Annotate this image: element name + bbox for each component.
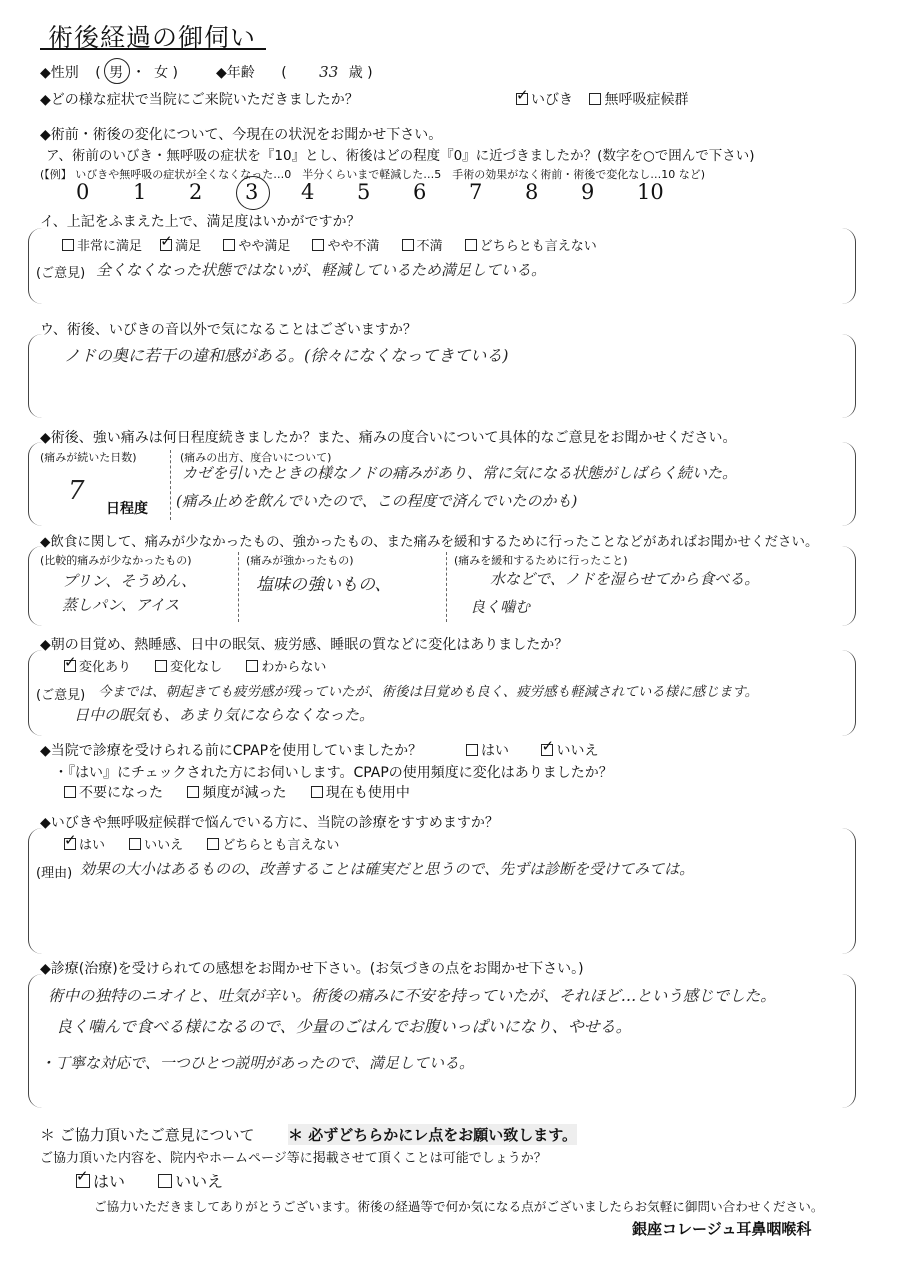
option-cpap-no[interactable]: ✓ いいえ (541, 743, 598, 759)
q6-sub-options (64, 782, 410, 802)
food-col3-answer-1[interactable]: 水などで、ノドを湿らせてから食べる。 (490, 570, 760, 588)
option-recommend-yes[interactable]: ✓はい (64, 838, 105, 853)
food-col3-label: (痛みを緩和するために行ったこと) (454, 554, 628, 567)
option-publish-yes[interactable]: ✓はい (76, 1172, 125, 1191)
page-title: 術後経過の御伺い (48, 23, 257, 52)
footer-options (76, 1169, 223, 1192)
impression-answer-2[interactable]: 良く噛んで食べる様になるので、少量のごはんでお腹いっぱいになり、やせる。 (56, 1017, 632, 1036)
divider (170, 450, 171, 520)
pain-degree-label: (痛みの出方、度合いについて) (180, 451, 332, 464)
scale-5[interactable]: 5 (357, 180, 371, 204)
option-neither[interactable]: どちらとも言えない (465, 239, 597, 254)
q2-text: ◆術前・術後の変化について、今現在の状況をお聞かせ下さい。 (40, 127, 443, 143)
q4-text: ◆飲食に関して、痛みが少なかったもの、強かったもの、また痛みを緩和するために行ったことなどがあればお聞かせください。 (40, 534, 819, 550)
checkbox[interactable] (312, 239, 324, 251)
option-very-satisfied[interactable]: 非常に満足 (62, 239, 142, 254)
option-recommend-no[interactable]: いいえ (129, 838, 183, 853)
q6-sub: ・『はい』にチェックされた方にお伺いします。CPAPの使用頻度に変化はありましたか？ (54, 765, 613, 781)
sleep-opinion-label: (ご意見) (36, 688, 86, 703)
q2-example: (【例】 いびきや無呼吸の症状が全くなくなった…0 半分くらいまで軽減した…5 手術の効果がなく術前・術後で変化なし…10 など) (40, 168, 706, 181)
opinion-answer[interactable]: 全くなくなった状態ではないが、軽減しているため満足している。 (96, 261, 547, 279)
checkbox[interactable] (129, 838, 141, 850)
gender-row: ◆性別 ( 男 ・ 女 ) (40, 62, 178, 82)
checkbox[interactable] (589, 93, 601, 105)
q1-options (516, 89, 688, 109)
scale-7[interactable]: 7 (469, 180, 483, 204)
scale-0[interactable]: 0 (76, 180, 90, 204)
food-col3-answer-2[interactable]: 良く噛む (470, 598, 531, 616)
divider (238, 552, 239, 622)
option-less-frequent[interactable]: 頻度が減った (187, 785, 286, 801)
impression-answer-1[interactable]: 術中の独特のニオイと、吐気が辛い。術後の痛みに不安を持っていたが、それほど…という感じでした。 (48, 987, 776, 1005)
checkbox[interactable] (187, 786, 199, 798)
satisfaction-options (62, 235, 597, 254)
q6-options (466, 740, 598, 760)
scale-8[interactable]: 8 (525, 180, 539, 204)
q1-option-snoring[interactable]: ✓ いびき (516, 92, 573, 108)
food-col1-answer-1[interactable]: プリン、そうめん、 (62, 572, 197, 590)
footer-heading-1: ＊ ご協力頂いたご意見について (40, 1126, 255, 1144)
age-row: ◆年齢 ( 33 歳 ) (216, 63, 373, 81)
food-col1-label: (比較的痛みが少なかったもの) (40, 554, 192, 567)
option-dissatisfied[interactable]: 不満 (402, 239, 443, 254)
q2-sub-a: ア、術前のいびき・無呼吸の症状を『10』とし、術後はどの程度『0』に近づきましたか？(数字を○で囲んで下さい) (46, 148, 755, 164)
sleep-answer-1[interactable]: 今までは、朝起きても疲労感が残っていたが、術後は目覚めも良く、疲労感も軽減されている様に感じます。 (98, 684, 759, 700)
option-recommend-neither[interactable]: どちらとも言えない (207, 838, 339, 853)
q2-sub-u: ウ、術後、いびきの音以外で気になることはございますか？ (40, 322, 417, 338)
age-value[interactable]: 33 (319, 63, 339, 81)
checkbox[interactable] (64, 786, 76, 798)
option-somewhat-satisfied[interactable]: やや満足 (223, 239, 290, 254)
scale-10[interactable]: 10 (637, 180, 664, 204)
checkbox[interactable] (466, 744, 478, 756)
age-unit: 歳 (348, 65, 363, 81)
gender-label: ◆性別 (40, 65, 79, 81)
q7-options (64, 834, 339, 853)
age-label: ◆年齢 (216, 65, 255, 81)
option-unknown[interactable]: わからない (246, 660, 326, 675)
footer-question: ご協力頂いた内容を、院内やホームページ等に掲載させて頂くことは可能でしょうか？ (40, 1151, 547, 1166)
option-publish-no[interactable]: いいえ (158, 1172, 223, 1191)
pain-box (28, 442, 856, 526)
selected-circle (104, 58, 130, 84)
checkbox-checked[interactable] (64, 660, 76, 672)
pain-days-value[interactable]: 7 (68, 476, 85, 506)
option-somewhat-dissatisfied[interactable]: やや不満 (312, 239, 379, 254)
q7-text: ◆いびきや無呼吸症候群で悩んでいる方に、当院の診療をすすめますか？ (40, 815, 499, 831)
pain-days-label: (痛みが続いた日数) (40, 451, 137, 464)
pain-answer-1[interactable]: カゼを引いたときの様なノドの痛みがあり、常に気になる状態がしばらく続いた。 (182, 464, 738, 482)
scale-4[interactable]: 4 (301, 180, 315, 204)
opinion-label: (ご意見) (36, 266, 86, 281)
checkbox-checked[interactable] (64, 838, 76, 850)
option-still-using[interactable]: 現在も使用中 (311, 785, 410, 801)
reason-answer[interactable]: 効果の大小はあるものの、改善することは確実だと思うので、先ずは診断を受けてみては。 (80, 860, 695, 878)
q1-option-apnea[interactable]: 無呼吸症候群 (589, 92, 688, 108)
scale-2[interactable]: 2 (189, 180, 203, 204)
selected-scale-circle (236, 176, 270, 210)
other-concerns-answer[interactable]: ノドの奥に若干の違和感がある。(徐々になくなってきている) (64, 346, 509, 365)
checkbox[interactable] (402, 239, 414, 251)
scale-3[interactable]: 3 (245, 180, 259, 204)
q8-text: ◆診療(治療)を受けられての感想をお聞かせ下さい。(お気づきの点をお聞かせ下さい。) (40, 961, 584, 977)
reason-label: (理由) (36, 866, 73, 881)
impression-answer-3[interactable]: ・丁寧な対応で、一つひとつ説明があったので、満足している。 (40, 1054, 474, 1072)
q3-text: ◆術後、強い痛みは何日程度続きましたか？また、痛みの度合いについて具体的なご意見をお聞かせください。 (40, 430, 737, 446)
checkbox[interactable] (207, 838, 219, 850)
footer-heading-2: ＊ 必ずどちらかにレ点をお願い致します。 (288, 1126, 578, 1144)
scale-9[interactable]: 9 (581, 180, 595, 204)
divider (446, 552, 447, 622)
q5-options (64, 656, 326, 675)
pain-answer-2[interactable]: (痛み止めを飲んでいたので、この程度で済んでいたのかも) (176, 492, 578, 510)
food-col2-label: (痛みが強かったもの) (246, 554, 354, 567)
option-no-change[interactable]: 変化なし (155, 660, 222, 675)
option-changed[interactable]: ✓変化あり (64, 660, 131, 675)
option-not-needed[interactable]: 不要になった (64, 785, 163, 801)
q1-text: ◆どの様な症状で当院にご来院いただきましたか？ (40, 92, 359, 108)
q5-text: ◆朝の目覚め、熱睡感、日中の眠気、疲労感、睡眠の質などに変化はありましたか？ (40, 637, 569, 653)
checkbox-checked[interactable] (76, 1174, 90, 1188)
checkbox[interactable] (311, 786, 323, 798)
title-underline (40, 48, 266, 50)
q6-text: ◆当院で診療を受けられる前にCPAPを使用していましたか？ (40, 743, 423, 759)
checkbox[interactable] (62, 239, 74, 251)
gender-female-option[interactable]: 女 (154, 65, 169, 81)
option-cpap-yes[interactable]: はい (466, 743, 509, 759)
checkbox-checked[interactable] (516, 93, 528, 105)
checkbox-checked[interactable] (160, 239, 172, 251)
clinic-name: 銀座コレージュ耳鼻咽喉科 (632, 1220, 812, 1238)
footer-thanks: ご協力いただきましてありがとうございます。術後の経過等で何か気になる点がございましたらお気軽に御問い合わせください。 (94, 1199, 824, 1214)
checkbox[interactable] (465, 239, 477, 251)
scale-6[interactable]: 6 (413, 180, 427, 204)
checkbox[interactable] (155, 660, 167, 672)
checkbox-checked[interactable] (541, 744, 553, 756)
q2-sub-i: イ、上記をふまえた上で、満足度はいかがですか？ (40, 214, 361, 230)
sleep-answer-2[interactable]: 日中の眠気も、あまり気にならなくなった。 (74, 706, 375, 724)
scale-1[interactable]: 1 (133, 180, 147, 204)
gender-male-option[interactable]: 男 (109, 62, 123, 82)
checkbox[interactable] (223, 239, 235, 251)
checkbox[interactable] (246, 660, 258, 672)
checkbox[interactable] (158, 1174, 172, 1188)
food-col1-answer-2[interactable]: 蒸しパン、アイス (62, 596, 180, 614)
pain-days-unit: 日程度 (106, 501, 148, 517)
option-satisfied[interactable]: ✓ 満足 (160, 239, 201, 254)
food-col2-answer[interactable]: 塩味の強いもの、 (256, 575, 392, 595)
